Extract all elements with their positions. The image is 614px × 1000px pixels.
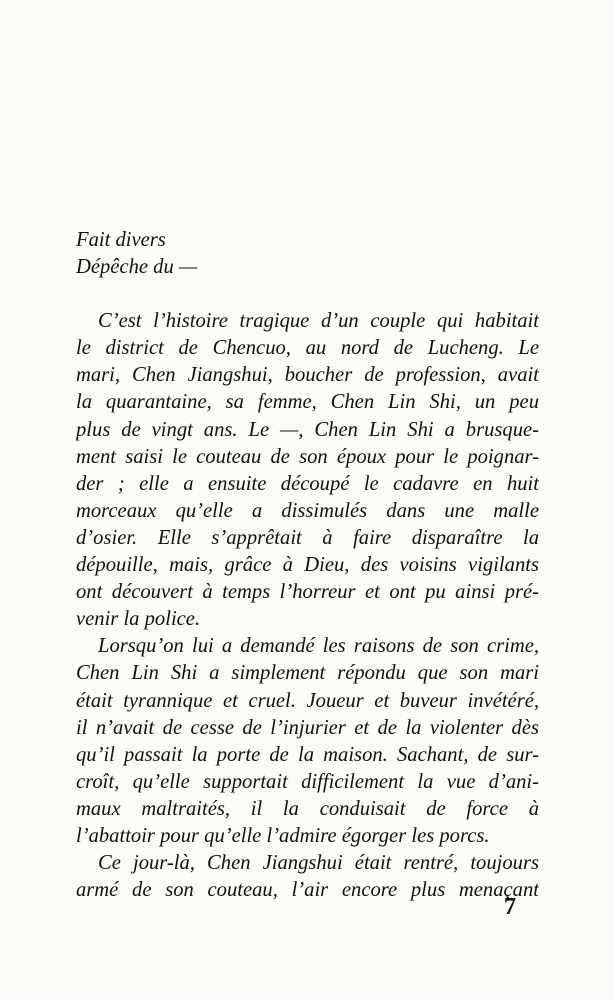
heading-line: Dépêche du — xyxy=(76,256,198,279)
text-line: Lorsqu’on lui a demandé les raisons de son crime, xyxy=(98,635,539,658)
text-line: morceaux qu’elle a dissimulés dans une malle xyxy=(76,499,539,522)
text-line: dépouille, mais, grâce à Dieu, des voisins vigilants xyxy=(76,554,539,577)
page-number: 7 xyxy=(504,894,516,920)
text-line: qu’il passait la porte de la maison. Sachant, de sur- xyxy=(76,743,539,766)
paragraph-1 xyxy=(76,308,539,633)
text-line: le district de Chencuo, au nord de Lucheng. Le xyxy=(76,337,539,360)
text-line: était tyrannique et cruel. Joueur et buveur invétéré, xyxy=(76,689,539,712)
text-line: ont découvert à temps l’horreur et ont pu ainsi pré- xyxy=(76,581,539,604)
text-line: armé de son couteau, l’air encore plus menaçant xyxy=(76,879,539,902)
paragraph-2 xyxy=(76,633,539,850)
page-text xyxy=(76,227,539,904)
text-line: il n’avait de cesse de l’injurier et de la violenter dès xyxy=(76,716,539,739)
text-line: croît, qu’elle supportait difficilement la vue d’ani- xyxy=(76,770,539,793)
text-line: ment saisi le couteau de son époux pour le poignar- xyxy=(76,445,539,468)
text-line: venir la police. xyxy=(76,608,201,631)
text-line: C’est l’histoire tragique d’un couple qui habitait xyxy=(98,310,539,333)
text-line: l’abattoir pour qu’elle l’admire égorger les porcs. xyxy=(76,824,490,847)
text-line: maux maltraités, il la conduisait de force à xyxy=(76,797,539,820)
show-through-text xyxy=(84,74,524,236)
text-line: plus de vingt ans. Le —, Chen Lin Shi a brusque- xyxy=(76,418,539,441)
paragraph-3 xyxy=(76,850,539,904)
text-line: d’osier. Elle s’apprêtait à faire disparaître la xyxy=(76,526,539,549)
text-line: la quarantaine, sa femme, Chen Lin Shi, un peu xyxy=(76,391,539,414)
heading-line: Fait divers xyxy=(76,229,166,251)
text-line: mari, Chen Jiangshui, boucher de profession, avait xyxy=(76,364,539,387)
text-line: Ce jour-là, Chen Jiangshui était rentré, toujours xyxy=(98,852,539,875)
heading xyxy=(76,227,539,281)
text-line: Chen Lin Shi a simplement répondu que son mari xyxy=(76,662,539,685)
text-line: der ; elle a ensuite découpé le cadavre en huit xyxy=(76,472,539,495)
